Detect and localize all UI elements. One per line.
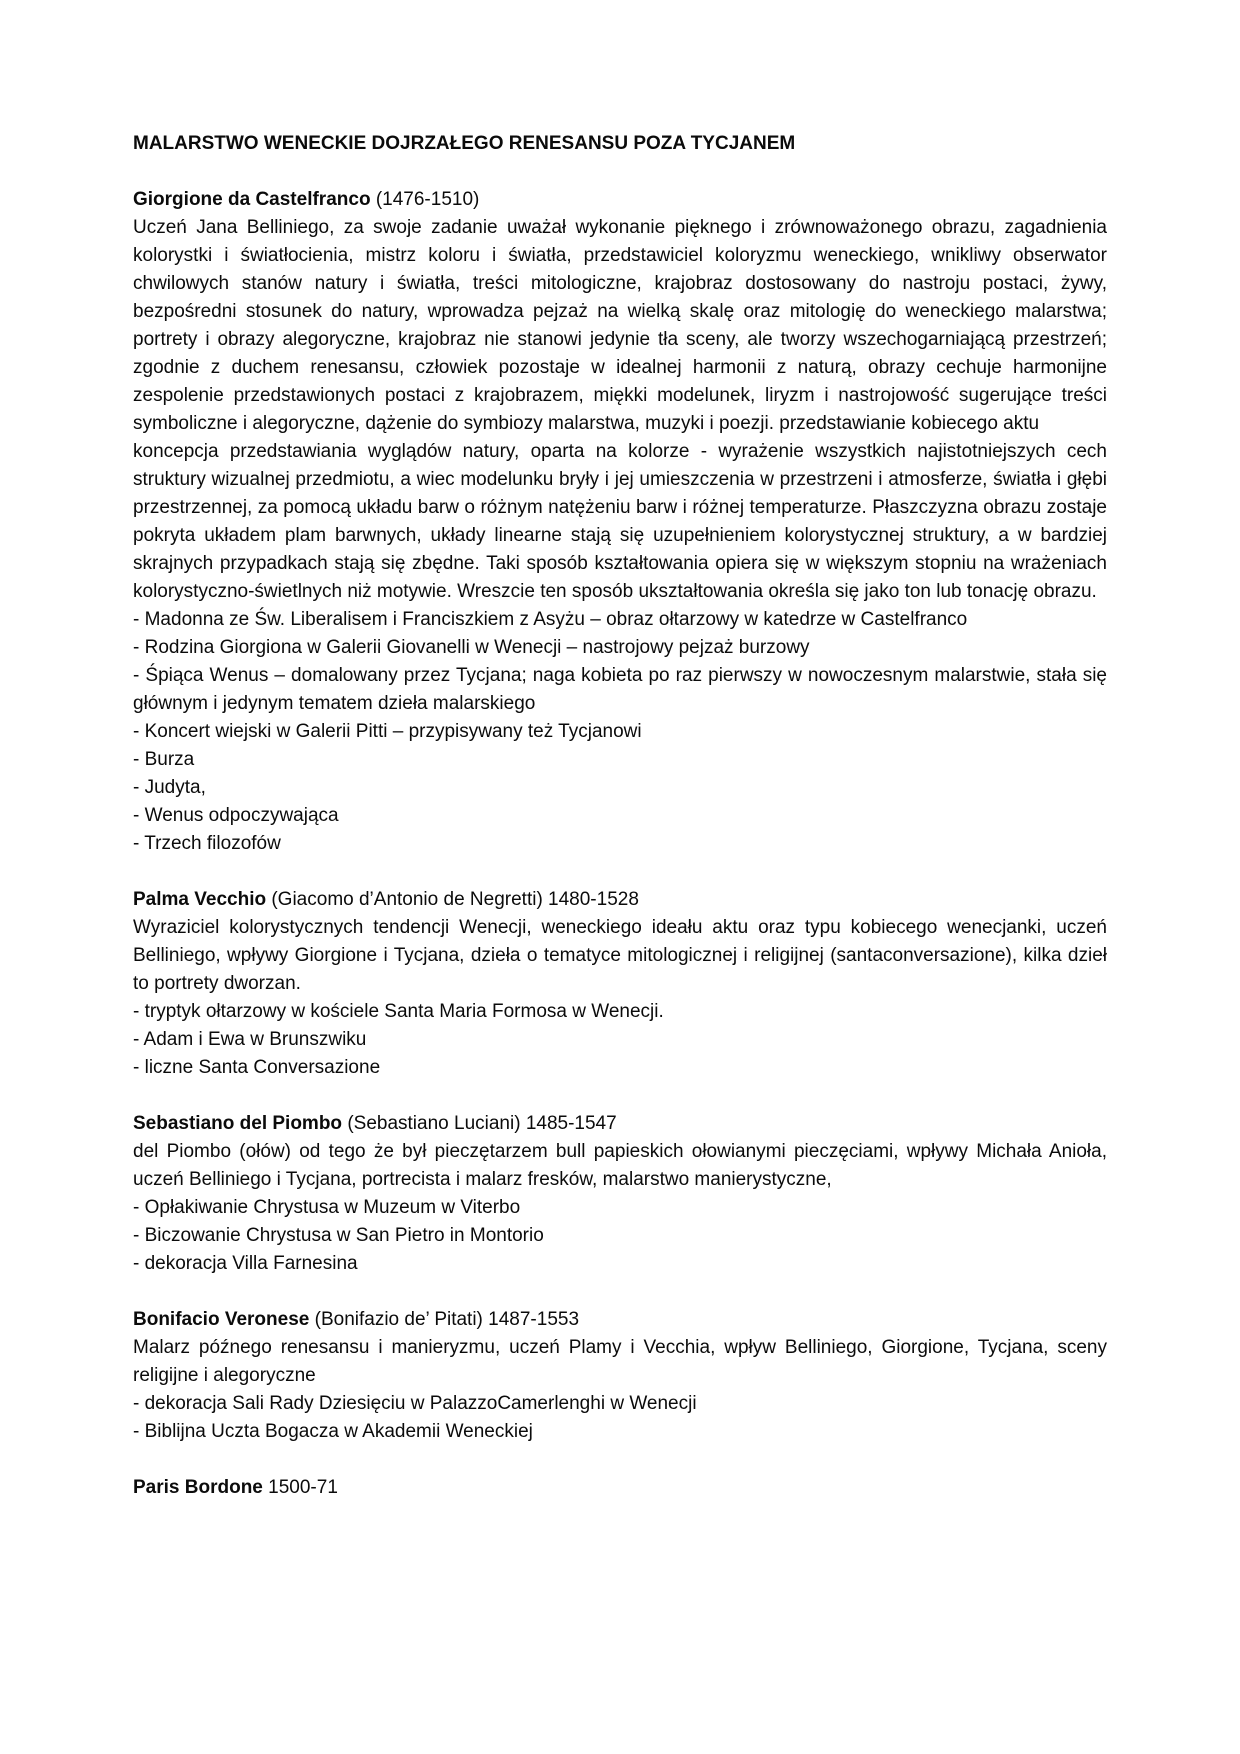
work-item: - dekoracja Sali Rady Dziesięciu w PalazzoCamerlenghi w Wenecji — [133, 1393, 697, 1414]
artist-dates: (Bonifazio de’ Pitati) 1487-1553 — [309, 1309, 580, 1330]
artist-name: Bonifacio Veronese — [133, 1309, 310, 1330]
work-item: - dekoracja Villa Farnesina — [133, 1253, 358, 1274]
section-paris-bordone — [133, 1474, 1107, 1502]
work-item: - Adam i Ewa w Brunszwiku — [133, 1029, 367, 1050]
artist-heading — [133, 1306, 1107, 1334]
artist-heading — [133, 186, 1107, 214]
work-item: - Judyta, — [133, 777, 206, 798]
artist-name: Giorgione da Castelfranco — [133, 189, 371, 210]
work-item: - liczne Santa Conversazione — [133, 1057, 381, 1078]
work-item: - Wenus odpoczywająca — [133, 805, 339, 826]
work-item: - Madonna ze Św. Liberalisem i Franciszkiem z Asyżu – obraz ołtarzowy w katedrze w Castelfranco — [133, 609, 968, 630]
artist-dates: (Giacomo d’Antonio de Negretti) 1480-1528 — [266, 889, 639, 910]
artist-heading — [133, 1110, 1107, 1138]
section-palma-vecchio — [133, 886, 1107, 1082]
artist-description-paragraph: Malarz późnego renesansu i manieryzmu, uczeń Plamy i Vecchia, wpływ Belliniego, Giorgione, Tycjana, sceny religijne i alegoryczne — [133, 1337, 1107, 1386]
artist-heading — [133, 886, 1107, 914]
artist-heading — [133, 1474, 1107, 1502]
section-giorgione — [133, 186, 1107, 858]
artist-name: Sebastiano del Piombo — [133, 1113, 343, 1134]
document-title: MALARSTWO WENECKIE DOJRZAŁEGO RENESANSU POZA TYCJANEM — [133, 133, 796, 154]
artist-dates: (Sebastiano Luciani) 1485-1547 — [342, 1113, 617, 1134]
work-item: - Śpiąca Wenus – domalowany przez Tycjana; naga kobieta po raz pierwszy w nowoczesnym malarstwie, stała się głównym i jedynym tematem dzieła malarskiego — [133, 665, 1107, 714]
work-item: - Burza — [133, 749, 195, 770]
artist-dates: (1476-1510) — [370, 189, 480, 210]
work-item: - Rodzina Giorgiona w Galerii Giovanelli w Wenecji – nastrojowy pejzaż burzowy — [133, 637, 810, 658]
artist-description-paragraph: Uczeń Jana Belliniego, za swoje zadanie uważał wykonanie pięknego i zrównoważonego obrazu, zagadnienia kolorystki i światłocienia, mistrz koloru i światła, przedstawiciel koloryzmu weneckiego, wnikliwy obserwator chwilowych stanów natury i światła, treści mitologiczne, krajobraz dostosowany do nastroju postaci, żywy, bezpośredni stosunek do natury, wprowadza pejzaż na wielką skalę oraz mitologię do weneckiego malarstwa; portrety i obrazy alegoryczne, krajobraz nie stanowi jedynie tła sceny, ale tworzy wszechogarniającą przestrzeń; zgodnie z duchem renesansu, człowiek pozostaje w idealnej harmonii z naturą, obrazy cechuje harmonijne zespolenie przedstawionych postaci z krajobrazem, miękki modelunek, liryzm i nastrojowość sugerujące treści symboliczne i alegoryczne, dążenie do symbiozy malarstwa, muzyki i poezji. przedstawianie kobiecego aktu — [133, 217, 1107, 434]
artist-dates: 1500-71 — [262, 1477, 338, 1498]
artist-description-paragraph: del Piombo (ołów) od tego że był pieczętarzem bull papieskich ołowianymi pieczęciami, wpływy Michała Anioła, uczeń Belliniego i Tycjana, portrecista i malarz fresków, malarstwo manierystyczne, — [133, 1141, 1107, 1190]
section-sebastiano-del-piombo — [133, 1110, 1107, 1278]
work-item: - Biczowanie Chrystusa w San Pietro in Montorio — [133, 1225, 544, 1246]
section-bonifacio-veronese — [133, 1306, 1107, 1446]
work-item: - tryptyk ołtarzowy w kościele Santa Maria Formosa w Wenecji. — [133, 1001, 664, 1022]
work-item: - Opłakiwanie Chrystusa w Muzeum w Viterbo — [133, 1197, 521, 1218]
artist-name: Palma Vecchio — [133, 889, 267, 910]
work-item: - Biblijna Uczta Bogacza w Akademii Weneckiej — [133, 1421, 533, 1442]
artist-description-paragraph: koncepcja przedstawiania wyglądów natury, oparta na kolorze - wyrażenie wszystkich najistotniejszych cech struktury wizualnej przedmiotu, a wiec modelunku bryły i jej umieszczenia w przestrzeni i atmosferze, światła i głębi przestrzennej, za pomocą układu barw o różnym natężeniu barw i różnej temperaturze. Płaszczyzna obrazu zostaje pokryta układem plam barwnych, układy linearne stają się uzupełnieniem kolorystycznej struktury, a w bardziej skrajnych przypadkach stają się zbędne. Taki sposób kształtowania opiera się w większym stopniu na wrażeniach kolorystyczno-świetlnych niż motywie. Wreszcie ten sposób ukształtowania określa się jako ton lub tonację obrazu. — [133, 441, 1107, 602]
artist-description-paragraph: Wyraziciel kolorystycznych tendencji Wenecji, weneckiego ideału aktu oraz typu kobiecego wenecjanki, uczeń Belliniego, wpływy Giorgione i Tycjana, dzieła o tematyce mitologicznej i religijnej (santaconversazione), kilka dzieł to portrety dworzan. — [133, 917, 1107, 994]
artist-name: Paris Bordone — [133, 1477, 263, 1498]
work-item: - Koncert wiejski w Galerii Pitti – przypisywany też Tycjanowi — [133, 721, 642, 742]
work-item: - Trzech filozofów — [133, 833, 281, 854]
